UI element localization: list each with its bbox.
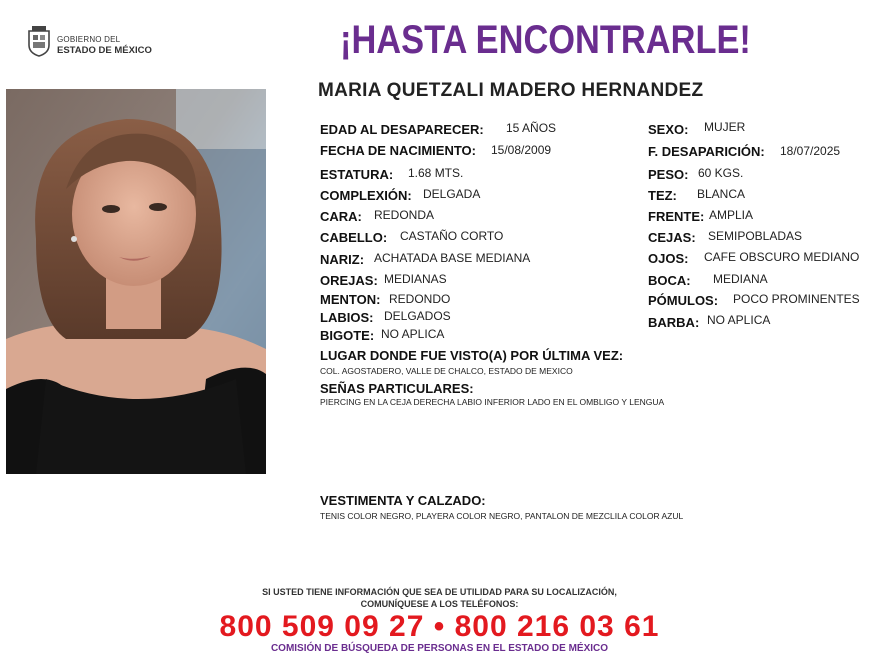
value-forehead: AMPLIA	[709, 208, 754, 222]
label-mustache: BIGOTE:	[320, 328, 375, 343]
label-eyes: OJOS:	[648, 251, 689, 266]
label-age: EDAD AL DESAPARECER:	[320, 122, 484, 137]
value-weight: 60 KGS.	[698, 166, 744, 180]
portrait-image	[6, 89, 266, 474]
phone-separator: •	[433, 610, 446, 643]
value-nose: ACHATADA BASE MEDIANA	[374, 251, 531, 265]
value-eyes: CAFE OBSCURO MEDIANO	[704, 250, 860, 264]
label-build: COMPLEXIÓN:	[320, 188, 412, 203]
value-birth-date: 15/08/2009	[491, 143, 552, 157]
missing-person-photo	[6, 89, 266, 474]
headline: ¡HASTA ENCONTRARLE!	[340, 18, 751, 62]
value-lips: DELGADOS	[384, 309, 451, 323]
value-mouth: MEDIANA	[713, 272, 768, 286]
value-eyebrows: SEMIPOBLADAS	[708, 229, 803, 243]
label-height: ESTATURA:	[320, 167, 394, 182]
phone-number-1[interactable]: 800 509 09 27	[219, 610, 425, 643]
value-distinguishing-marks: PIERCING EN LA CEJA DERECHA LABIO INFERIOR LADO EN EL OMBLIGO Y LENGUA	[320, 397, 665, 407]
label-hair: CABELLO:	[320, 230, 388, 245]
state-government-logo	[26, 25, 166, 59]
value-last-seen: COL. AGOSTADERO, VALLE DE CHALCO, ESTADO DE MEXICO	[320, 366, 573, 376]
label-cheekbones: PÓMULOS:	[648, 293, 719, 308]
label-forehead: FRENTE:	[648, 209, 705, 224]
value-age: 15 AÑOS	[506, 121, 557, 135]
label-distinguishing-marks: SEÑAS PARTICULARES:	[320, 381, 474, 396]
value-ears: MEDIANAS	[384, 272, 447, 286]
label-sex: SEXO:	[648, 122, 689, 137]
label-face: CARA:	[320, 209, 362, 224]
label-birth-date: FECHA DE NACIMIENTO:	[320, 143, 476, 158]
value-cheekbones: POCO PROMINENTES	[733, 292, 860, 306]
value-face: REDONDA	[374, 208, 435, 222]
value-clothing: TENIS COLOR NEGRO, PLAYERA COLOR NEGRO, PANTALON DE MEZCLILA COLOR AZUL	[320, 511, 684, 521]
missing-person-name: MARIA QUETZALI MADERO HERNANDEZ	[318, 80, 704, 101]
phone-number-2[interactable]: 800 216 03 61	[454, 610, 660, 643]
value-build: DELGADA	[423, 187, 481, 201]
label-beard: BARBA:	[648, 315, 700, 330]
label-mouth: BOCA:	[648, 273, 691, 288]
label-chin: MENTON:	[320, 292, 381, 307]
label-weight: PESO:	[648, 167, 689, 182]
value-hair: CASTAÑO CORTO	[400, 229, 504, 243]
value-chin: REDONDO	[389, 292, 451, 306]
label-disappearance-date: F. DESAPARICIÓN:	[648, 144, 765, 159]
label-complexion: TEZ:	[648, 188, 677, 203]
info-line-2: COMUNÍQUESE A LOS TELÉFONOS:	[360, 599, 519, 609]
phone-numbers	[0, 610, 879, 644]
info-line-1: SI USTED TIENE INFORMACIÓN QUE SEA DE UTILIDAD PARA SU LOCALIZACIÓN,	[262, 587, 617, 597]
commission-name: COMISIÓN DE BÚSQUEDA DE PERSONAS EN EL ESTADO DE MÉXICO	[270, 643, 609, 654]
logo-line-2: ESTADO DE MÉXICO	[57, 45, 152, 56]
value-beard: NO APLICA	[707, 313, 771, 327]
label-last-seen: LUGAR DONDE FUE VISTO(A) POR ÚLTIMA VEZ:	[320, 348, 624, 363]
label-eyebrows: CEJAS:	[648, 230, 696, 245]
value-disappearance-date: 18/07/2025	[780, 144, 841, 158]
value-mustache: NO APLICA	[381, 327, 445, 341]
value-complexion: BLANCA	[697, 187, 746, 201]
value-sex: MUJER	[704, 120, 746, 134]
value-height: 1.68 MTS.	[408, 166, 464, 180]
state-seal-icon	[26, 25, 52, 57]
label-clothing: VESTIMENTA Y CALZADO:	[320, 493, 486, 508]
label-ears: OREJAS:	[320, 273, 378, 288]
label-nose: NARIZ:	[320, 252, 365, 267]
label-lips: LABIOS:	[320, 310, 374, 325]
logo-line-1: GOBIERNO DEL	[57, 35, 121, 44]
